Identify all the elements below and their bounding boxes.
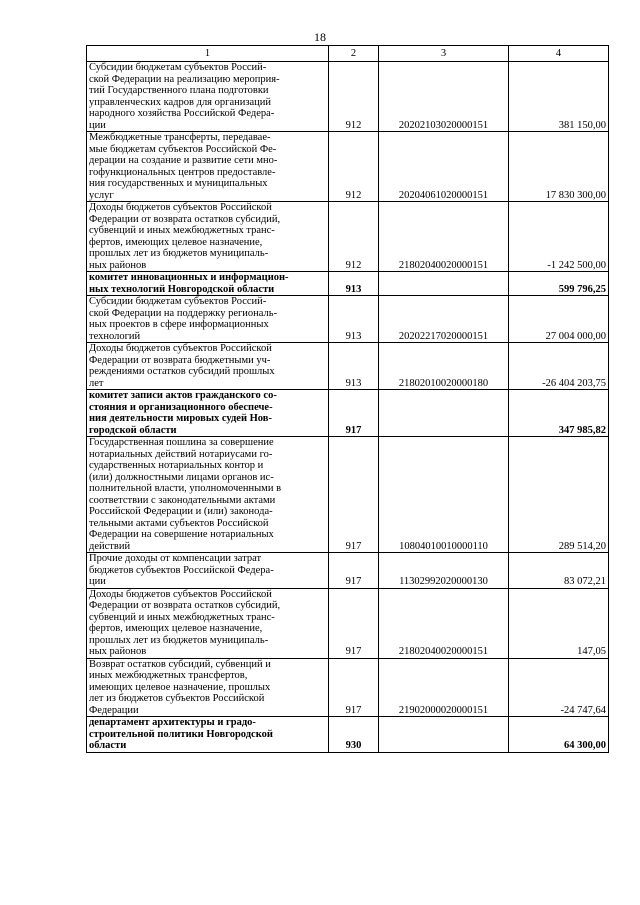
row-admin-code <box>329 272 379 296</box>
row-amount-text: 599 796,25 <box>558 283 606 295</box>
row-amount-text: 27 004 000,00 <box>545 330 606 342</box>
row-description-text: комитет инновационных и информацион- ных технологий Новгородской области <box>89 272 289 295</box>
row-budget-classification-code <box>379 202 509 272</box>
row-amount <box>509 272 609 296</box>
row-budget-classification-code <box>379 658 509 717</box>
table-row-section <box>87 717 609 753</box>
row-budget-classification-code-text: 20204061020000151 <box>398 189 489 201</box>
column-header-code: 2 <box>329 46 379 62</box>
row-description <box>87 717 329 753</box>
row-budget-classification-code <box>379 296 509 343</box>
row-description <box>87 658 329 717</box>
row-admin-code-text: 913 <box>345 377 362 389</box>
row-amount <box>509 717 609 753</box>
row-amount <box>509 658 609 717</box>
table-row <box>87 553 609 589</box>
row-admin-code <box>329 658 379 717</box>
row-admin-code <box>329 588 379 658</box>
row-budget-classification-code-text: 21802040020000151 <box>398 646 489 657</box>
row-admin-code-text: 917 <box>345 646 362 657</box>
row-description-text: Доходы бюджетов субъектов Российской Федерации от возврата бюджетными уч- реждениями остатков субсидий прошлых лет <box>89 343 275 389</box>
row-admin-code-text: 930 <box>345 740 362 751</box>
row-amount <box>509 202 609 272</box>
row-budget-classification-code <box>379 437 509 553</box>
row-amount <box>509 132 609 202</box>
row-budget-classification-code <box>379 553 509 589</box>
row-description-text: Доходы бюджетов субъектов Российской Федерации от возврата остатков субсидий, субвенций и иных межбюджетных транс- фертов, имеющих целевое назначение, прошлых лет из бюджетов муниципаль- ных районов <box>89 202 281 271</box>
row-amount <box>509 588 609 658</box>
row-amount-text: 64 300,00 <box>564 740 606 751</box>
row-admin-code-text: 917 <box>345 424 362 436</box>
row-budget-classification-code-text: 20202103020000151 <box>398 119 489 131</box>
column-header-description: 1 <box>87 46 329 62</box>
budget-table <box>86 45 609 753</box>
row-budget-classification-code-text: 10804010010000110 <box>399 540 488 552</box>
row-admin-code <box>329 390 379 437</box>
row-description-text: Субсидии бюджетам субъектов Россий- ской Федерации на поддержку региональ- ных проектов в сфере информационных технологий <box>89 296 278 342</box>
row-admin-code <box>329 553 379 589</box>
row-amount-text: -1 242 500,00 <box>547 259 606 271</box>
table-row <box>87 62 609 132</box>
row-amount-text: 147,05 <box>577 646 606 657</box>
row-admin-code <box>329 202 379 272</box>
row-amount-text: 347 985,82 <box>558 424 606 436</box>
row-admin-code-text: 913 <box>345 283 362 295</box>
row-description-text: Межбюджетные трансферты, передавае- мые бюджетам субъектов Российской Фе- дерации на создание и развитие сети мно- гофункциональных центров предоставле- ния государственных и муниципальных услуг <box>89 132 278 201</box>
row-description <box>87 553 329 589</box>
table-row <box>87 202 609 272</box>
row-admin-code-text: 917 <box>345 540 362 552</box>
table-row-section <box>87 272 609 296</box>
row-amount-text: -24 747,64 <box>560 704 606 716</box>
row-amount-text: 381 150,00 <box>558 119 606 131</box>
table-row <box>87 296 609 343</box>
row-description-text: Государственная пошлина за совершение нотариальных действий нотариусами го- сударственных нотариальных контор и (или) должностными лицами органов ис- полнительной власти, уполномоченными в соответствии с законодательными актами Российской Федерации и (или) законода- тельными актами субъектов Российской Федерации на совершение нотариальных действий <box>89 437 282 552</box>
row-description-text: департамент архитектуры и градо- строительной политики Новгородской области <box>89 717 273 751</box>
column-header-amount: 4 <box>509 46 609 62</box>
row-admin-code <box>329 437 379 553</box>
row-admin-code <box>329 132 379 202</box>
row-description-text: Субсидии бюджетам субъектов Россий- ской Федерации на реализацию мероприя- тий Государственного плана подготовки управленческих кадров для организаций народного хозяйства Российской Федера- ции <box>89 62 280 131</box>
row-admin-code-text: 913 <box>345 330 362 342</box>
page-number: 18 <box>314 30 326 44</box>
row-description-text: Доходы бюджетов субъектов Российской Федерации от возврата остатков субсидий, субвенций и иных межбюджетных транс- фертов, имеющих целевое назначение, прошлых лет из бюджетов муниципаль- ных районов <box>89 588 281 657</box>
row-admin-code <box>329 62 379 132</box>
row-budget-classification-code-text: 11302992020000130 <box>399 576 488 587</box>
row-description <box>87 296 329 343</box>
row-admin-code-text: 912 <box>345 189 362 201</box>
row-budget-classification-code <box>379 588 509 658</box>
row-admin-code-text: 912 <box>345 119 362 131</box>
row-amount <box>509 296 609 343</box>
row-admin-code <box>329 717 379 753</box>
row-amount-text: -26 404 203,75 <box>542 377 606 389</box>
row-description-text: Прочие доходы от компенсации затрат бюджетов субъектов Российской Федера- ции <box>89 553 274 587</box>
row-admin-code <box>329 296 379 343</box>
row-amount <box>509 437 609 553</box>
row-amount-text: 289 514,20 <box>558 540 606 552</box>
row-description <box>87 62 329 132</box>
table-header-row <box>87 46 609 62</box>
row-budget-classification-code <box>379 390 509 437</box>
row-description <box>87 343 329 390</box>
table-row <box>87 658 609 717</box>
row-budget-classification-code-text: 21802010020000180 <box>398 377 489 389</box>
row-amount <box>509 553 609 589</box>
row-budget-classification-code <box>379 343 509 390</box>
row-description <box>87 272 329 296</box>
row-admin-code-text: 917 <box>345 576 362 587</box>
row-description <box>87 437 329 553</box>
row-budget-classification-code-text: 21902000020000151 <box>398 704 489 716</box>
row-amount-text: 83 072,21 <box>564 576 606 587</box>
row-description <box>87 132 329 202</box>
row-description <box>87 390 329 437</box>
row-admin-code-text: 917 <box>345 704 362 716</box>
row-budget-classification-code <box>379 62 509 132</box>
row-description-text: Возврат остатков субсидий, субвенций и иных межбюджетных трансфертов, имеющих целевое назначение, прошлых лет из бюджетов субъектов Российской Федерации <box>89 658 271 716</box>
table-row <box>87 588 609 658</box>
row-budget-classification-code-text: 21802040020000151 <box>398 259 489 271</box>
table-row-section <box>87 390 609 437</box>
row-amount <box>509 343 609 390</box>
row-budget-classification-code <box>379 272 509 296</box>
column-header-kbk: 3 <box>379 46 509 62</box>
table-row <box>87 437 609 553</box>
row-amount <box>509 390 609 437</box>
row-description-text: комитет записи актов гражданского со- стояния и организационного обеспече- ния деятельности мировых судей Нов- городской области <box>89 390 277 436</box>
row-amount <box>509 62 609 132</box>
row-amount-text: 17 830 300,00 <box>545 189 606 201</box>
row-budget-classification-code <box>379 132 509 202</box>
row-description <box>87 202 329 272</box>
table-row <box>87 343 609 390</box>
row-budget-classification-code-text: 20202217020000151 <box>398 330 489 342</box>
row-budget-classification-code <box>379 717 509 753</box>
row-description <box>87 588 329 658</box>
row-admin-code-text: 912 <box>345 259 362 271</box>
table-row <box>87 132 609 202</box>
row-admin-code <box>329 343 379 390</box>
